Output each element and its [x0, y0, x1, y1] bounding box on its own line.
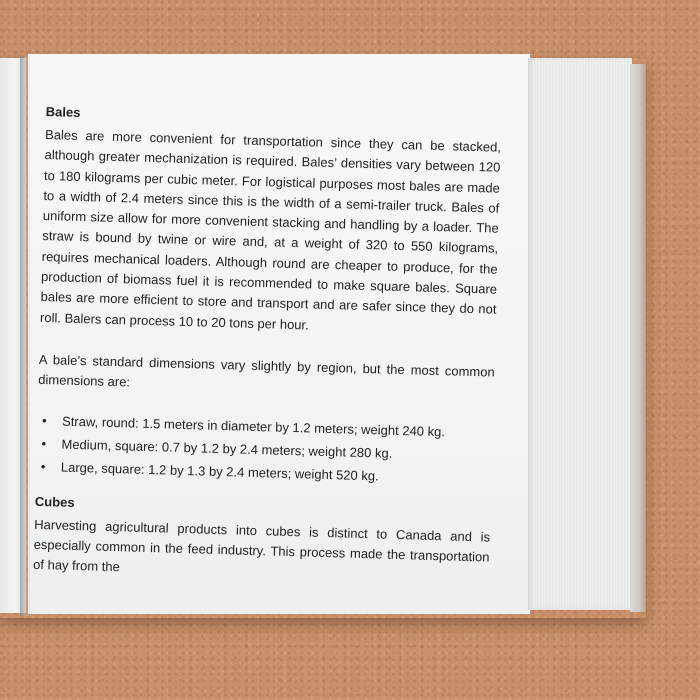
cubes-paragraph: Harvesting agricultural products into cubes is distinct to Canada and is especially common in the feed industry. This process made the transportation of hay from the	[32, 516, 491, 575]
section-heading-cubes: Cubes	[34, 493, 75, 510]
list-item-text: Straw, round: 1.5 meters in diameter by 1.2 meters; weight 240 kg.	[61, 413, 446, 439]
bullet-icon: •	[40, 458, 46, 474]
book-gutter	[20, 56, 32, 616]
book-cover-edge	[630, 64, 646, 612]
bale-dimensions-list	[36, 408, 494, 490]
dimensions-intro-paragraph: A bale’s standard dimensions vary slightly by region, but the most common dimensions are:	[38, 351, 495, 390]
page-stack-edges	[528, 58, 632, 610]
list-item-text: Medium, square: 0.7 by 1.2 by 2.4 meters; weight 280 kg.	[61, 436, 393, 461]
section-heading-bales: Bales	[45, 104, 81, 120]
list-item-text: Large, square: 1.2 by 1.3 by 2.4 meters; weight 520 kg.	[60, 459, 379, 483]
bullet-icon: •	[41, 412, 47, 428]
page-text	[33, 104, 502, 588]
bales-paragraph: Bales are more convenient for transportation since they can be stacked, although greater mechanization is required. Bales’ densities vary between 120 to 180 kilograms per cubic meter. For logistical purposes most bales are made to a width of 2.4 meters since this is the width of a semi-trailer truck. Bales of uniform size allow for more convenient stacking and handling by a loader. The straw is bound by twine or wire and, at a weight of 320 to 550 kilograms, requires mechanical loaders. Although round are cheaper to produce, for the production of biomass fuel it is recommended to make square bales. Square bales are more efficient to store and transport and are safer since they do not roll. Balers can process 10 to 20 tons per hour.	[39, 126, 502, 333]
bullet-icon: •	[41, 435, 47, 451]
